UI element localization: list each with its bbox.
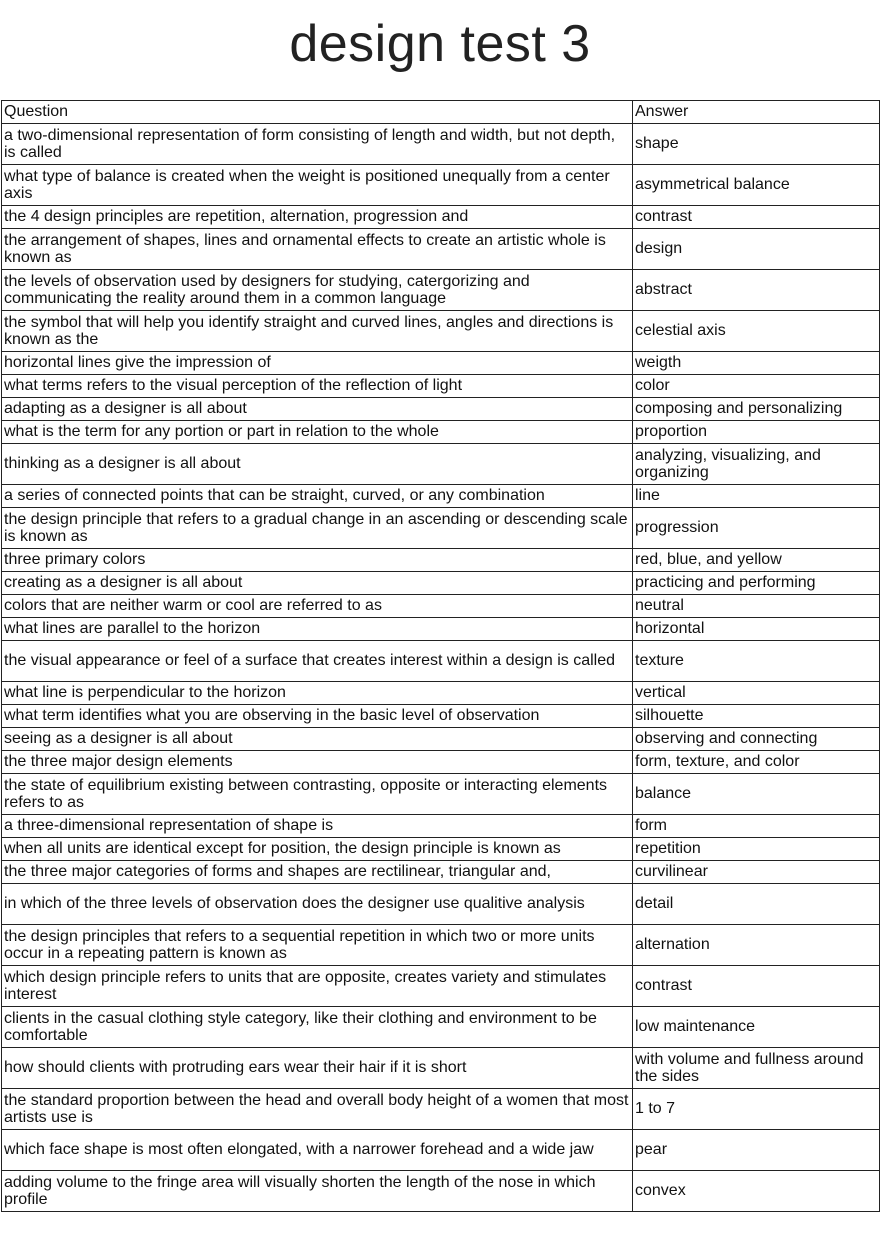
answer-cell: contrast — [633, 206, 880, 229]
answer-cell: contrast — [633, 966, 880, 1007]
table-row — [2, 444, 880, 485]
table-row — [2, 398, 880, 421]
question-cell: the standard proportion between the head and overall body height of a women that most artists use is — [2, 1089, 633, 1130]
question-cell: a three-dimensional representation of shape is — [2, 815, 633, 838]
answer-cell: curvilinear — [633, 861, 880, 884]
table-row — [2, 375, 880, 398]
table-row — [2, 838, 880, 861]
answer-cell: convex — [633, 1171, 880, 1212]
question-cell: colors that are neither warm or cool are referred to as — [2, 595, 633, 618]
question-cell: the state of equilibrium existing between contrasting, opposite or interacting elements refers to as — [2, 774, 633, 815]
answer-cell: silhouette — [633, 705, 880, 728]
answer-cell: form, texture, and color — [633, 751, 880, 774]
answer-cell: repetition — [633, 838, 880, 861]
question-cell: when all units are identical except for position, the design principle is known as — [2, 838, 633, 861]
question-cell: thinking as a designer is all about — [2, 444, 633, 485]
answer-cell: practicing and performing — [633, 572, 880, 595]
question-cell: the design principles that refers to a sequential repetition in which two or more units occur in a repeating pattern is known as — [2, 925, 633, 966]
table-row — [2, 861, 880, 884]
question-cell: what lines are parallel to the horizon — [2, 618, 633, 641]
question-cell: what term identifies what you are observing in the basic level of observation — [2, 705, 633, 728]
table-row — [2, 549, 880, 572]
question-cell: horizontal lines give the impression of — [2, 352, 633, 375]
question-cell: how should clients with protruding ears wear their hair if it is short — [2, 1048, 633, 1089]
table-row — [2, 270, 880, 311]
table-row — [2, 229, 880, 270]
question-cell: adding volume to the fringe area will visually shorten the length of the nose in which profile — [2, 1171, 633, 1212]
table-row — [2, 966, 880, 1007]
answer-cell: celestial axis — [633, 311, 880, 352]
answer-cell: color — [633, 375, 880, 398]
question-cell: what terms refers to the visual perception of the reflection of light — [2, 375, 633, 398]
answer-cell: proportion — [633, 421, 880, 444]
table-row — [2, 595, 880, 618]
question-cell: three primary colors — [2, 549, 633, 572]
table-header-row — [2, 101, 880, 124]
table-row — [2, 1130, 880, 1171]
table-row — [2, 884, 880, 925]
page-title: design test 3 — [289, 15, 591, 73]
column-header-answer: Answer — [633, 101, 880, 124]
table-row — [2, 1089, 880, 1130]
table-row — [2, 124, 880, 165]
answer-cell: texture — [633, 641, 880, 682]
question-cell: which face shape is most often elongated, with a narrower forehead and a wide jaw — [2, 1130, 633, 1171]
table-row — [2, 1171, 880, 1212]
table-row — [2, 508, 880, 549]
question-cell: what type of balance is created when the weight is positioned unequally from a center axis — [2, 165, 633, 206]
question-cell: a two-dimensional representation of form consisting of length and width, but not depth, is called — [2, 124, 633, 165]
answer-cell: observing and connecting — [633, 728, 880, 751]
table-row — [2, 815, 880, 838]
answer-cell: neutral — [633, 595, 880, 618]
question-cell: adapting as a designer is all about — [2, 398, 633, 421]
question-cell: the levels of observation used by designers for studying, catergorizing and communicating the reality around them in a common language — [2, 270, 633, 311]
table-row — [2, 165, 880, 206]
qa-table — [1, 100, 880, 1212]
table-row — [2, 751, 880, 774]
question-cell: the design principle that refers to a gradual change in an ascending or descending scale is known as — [2, 508, 633, 549]
question-cell: the visual appearance or feel of a surface that creates interest within a design is called — [2, 641, 633, 682]
answer-cell: horizontal — [633, 618, 880, 641]
question-cell: the three major categories of forms and shapes are rectilinear, triangular and, — [2, 861, 633, 884]
question-cell: what is the term for any portion or part in relation to the whole — [2, 421, 633, 444]
answer-cell: composing and personalizing — [633, 398, 880, 421]
table-row — [2, 618, 880, 641]
column-header-question: Question — [2, 101, 633, 124]
answer-cell: detail — [633, 884, 880, 925]
table-row — [2, 925, 880, 966]
table-row — [2, 641, 880, 682]
question-cell: clients in the casual clothing style category, like their clothing and environment to be comfortable — [2, 1007, 633, 1048]
table-row — [2, 352, 880, 375]
question-cell: the arrangement of shapes, lines and ornamental effects to create an artistic whole is known as — [2, 229, 633, 270]
table-row — [2, 485, 880, 508]
question-cell: the symbol that will help you identify straight and curved lines, angles and directions is known as the — [2, 311, 633, 352]
question-cell: a series of connected points that can be straight, curved, or any combination — [2, 485, 633, 508]
answer-cell: shape — [633, 124, 880, 165]
answer-cell: red, blue, and yellow — [633, 549, 880, 572]
question-cell: which design principle refers to units that are opposite, creates variety and stimulates interest — [2, 966, 633, 1007]
table-row — [2, 206, 880, 229]
table-row — [2, 705, 880, 728]
answer-cell: 1 to 7 — [633, 1089, 880, 1130]
answer-cell: line — [633, 485, 880, 508]
answer-cell: design — [633, 229, 880, 270]
question-cell: what line is perpendicular to the horizon — [2, 682, 633, 705]
question-cell: seeing as a designer is all about — [2, 728, 633, 751]
table-row — [2, 1048, 880, 1089]
answer-cell: form — [633, 815, 880, 838]
answer-cell: with volume and fullness around the sides — [633, 1048, 880, 1089]
answer-cell: analyzing, visualizing, and organizing — [633, 444, 880, 485]
answer-cell: vertical — [633, 682, 880, 705]
answer-cell: pear — [633, 1130, 880, 1171]
table-row — [2, 421, 880, 444]
question-cell: the three major design elements — [2, 751, 633, 774]
table-row — [2, 682, 880, 705]
answer-cell: weigth — [633, 352, 880, 375]
answer-cell: balance — [633, 774, 880, 815]
table-row — [2, 774, 880, 815]
table-row — [2, 311, 880, 352]
table-row — [2, 572, 880, 595]
answer-cell: alternation — [633, 925, 880, 966]
question-cell: creating as a designer is all about — [2, 572, 633, 595]
table-row — [2, 728, 880, 751]
question-cell: the 4 design principles are repetition, alternation, progression and — [2, 206, 633, 229]
answer-cell: asymmetrical balance — [633, 165, 880, 206]
table-row — [2, 1007, 880, 1048]
answer-cell: abstract — [633, 270, 880, 311]
question-cell: in which of the three levels of observation does the designer use qualitive analysis — [2, 884, 633, 925]
answer-cell: low maintenance — [633, 1007, 880, 1048]
answer-cell: progression — [633, 508, 880, 549]
